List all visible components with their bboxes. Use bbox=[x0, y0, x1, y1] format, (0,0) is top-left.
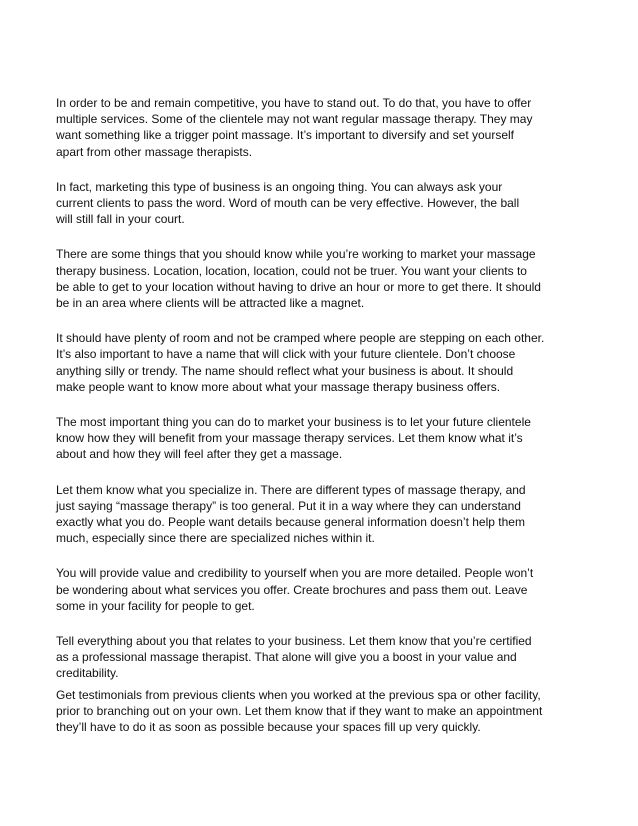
paragraph-3: There are some things that you should know while you’re working to market your massage therapy business. Location, location, location, could not be truer. You want your clients to be able to get to your location without having to drive an hour or more to get there. It should be in an area where clients will be attracted like a magnet. bbox=[56, 247, 541, 311]
paragraph-2: In fact, marketing this type of business is an ongoing thing. You can always ask your current clients to pass the word. Word of mouth can be very effective. However, the ball will still fall in your court. bbox=[56, 179, 520, 227]
paragraph-4: It should have plenty of room and not be cramped where people are stepping on each other. It’s also important to have a name that will click with your future clientele. Don’t choose anything silly or trendy. The name should reflect what your business is about. It should make people want to know more about what your massage therapy business offers. bbox=[56, 331, 545, 394]
paragraph-9: Get testimonials from previous clients when you worked at the previous spa or other facility, prior to branching out on your own. Let them know that if they want to make an appointment they’ll have to do it as soon as possible because your spaces fill up very quickly. bbox=[56, 687, 543, 735]
paragraph-7: You will provide value and credibility to yourself when you are more detailed. People won’t be wondering about what services you offer. Create brochures and pass them out. Leave some in your facility for people to get. bbox=[56, 566, 534, 613]
document-body bbox=[56, 95, 582, 754]
paragraph-6: Let them know what you specialize in. There are different types of massage therapy, and just saying “massage therapy” is too general. Put it in a way where they can understand exactly what you do. People want details because general information doesn’t help them much, especially since there are specialized niches within it. bbox=[56, 482, 526, 546]
paragraph-5: The most important thing you can do to market your business is to let your future clientele know how they will benefit from your massage therapy services. Let them know what it’s about and how they will feel after they get a massage. bbox=[56, 415, 531, 462]
paragraph-8: Tell everything about you that relates to your business. Let them know that you’re certified as a professional massage therapist. That alone will give you a boost in your value and creditability. bbox=[56, 634, 532, 681]
paragraph-1: In order to be and remain competitive, you have to stand out. To do that, you have to offer multiple services. Some of the clientele may not want regular massage therapy. They may want something like a trigger point massage. It’s important to diversify and set yourself apart from other massage therapists. bbox=[56, 96, 533, 159]
